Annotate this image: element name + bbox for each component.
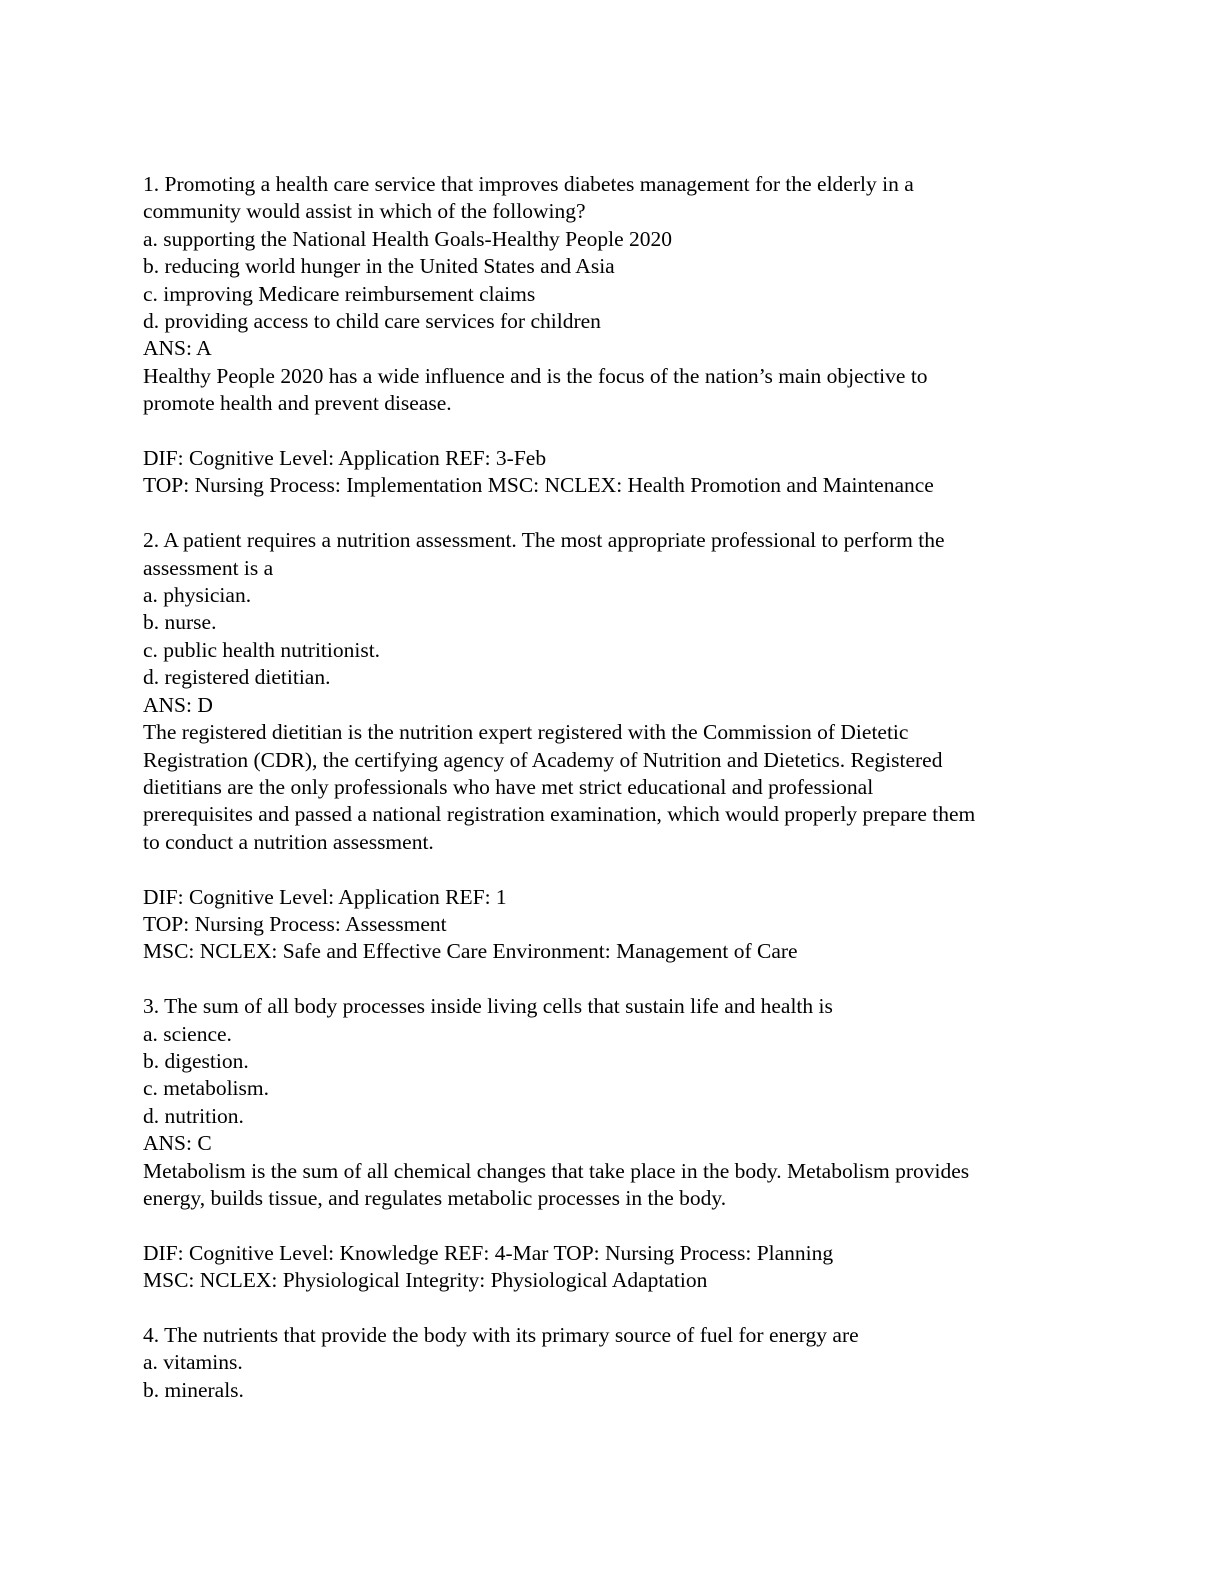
question-1-option-d: d. providing access to child care services for children xyxy=(143,309,601,334)
paragraph-gap xyxy=(143,500,1083,527)
question-1-option-b: b. reducing world hunger in the United States and Asia xyxy=(143,254,615,279)
question-3-option-c: c. metabolism. xyxy=(143,1076,269,1101)
question-2-answer: ANS: D xyxy=(143,692,213,717)
question-3-meta xyxy=(143,1240,1083,1295)
question-1-stem-line-2: community would assist in which of the following? xyxy=(143,199,586,224)
paragraph-gap xyxy=(143,418,1083,445)
question-3-stem: 3. The sum of all body processes inside living cells that sustain life and health is xyxy=(143,994,833,1019)
question-3-option-b: b. digestion. xyxy=(143,1048,249,1073)
question-1-meta xyxy=(143,445,1083,500)
question-1-rationale-line-2: promote health and prevent disease. xyxy=(143,391,452,416)
question-1-meta-line-2: TOP: Nursing Process: Implementation MSC: NCLEX: Health Promotion and Maintenance xyxy=(143,473,934,498)
question-2-rationale-line-1: The registered dietitian is the nutrition expert registered with the Commission of Dietetic xyxy=(143,720,909,745)
question-2-meta-line-2: TOP: Nursing Process: Assessment xyxy=(143,911,447,936)
question-2-meta-line-3: MSC: NCLEX: Safe and Effective Care Environment: Management of Care xyxy=(143,939,798,964)
question-2-stem-line-2: assessment is a xyxy=(143,555,274,580)
question-1-option-c: c. improving Medicare reimbursement claims xyxy=(143,281,536,306)
question-1-meta-line-1: DIF: Cognitive Level: Application REF: 3-Feb xyxy=(143,446,547,471)
question-3-answer: ANS: C xyxy=(143,1131,212,1156)
question-1-option-a: a. supporting the National Health Goals-Healthy People 2020 xyxy=(143,226,673,251)
paragraph-gap xyxy=(143,1212,1083,1239)
question-2-rationale-line-2: Registration (CDR), the certifying agency of Academy of Nutrition and Dietetics. Registered xyxy=(143,747,943,772)
question-3-rationale-line-2: energy, builds tissue, and regulates metabolic processes in the body. xyxy=(143,1185,727,1210)
question-1-answer: ANS: A xyxy=(143,336,212,361)
question-2-option-a: a. physician. xyxy=(143,583,252,608)
question-3-option-a: a. science. xyxy=(143,1021,232,1046)
question-1-block xyxy=(143,171,1083,418)
question-4-block xyxy=(143,1322,1083,1404)
question-1-rationale-line-1: Healthy People 2020 has a wide influence and is the focus of the nation’s main objective to xyxy=(143,363,928,388)
question-4-option-a: a. vitamins. xyxy=(143,1350,243,1375)
question-2-rationale-line-3: dietitians are the only professionals who have met strict educational and professional xyxy=(143,774,874,799)
question-3-block xyxy=(143,993,1083,1212)
question-4-option-b: b. minerals. xyxy=(143,1377,244,1402)
question-1-stem-line-1: 1. Promoting a health care service that improves diabetes management for the elderly in a xyxy=(143,172,914,196)
question-2-stem-line-1: 2. A patient requires a nutrition assessment. The most appropriate professional to perform the xyxy=(143,528,945,553)
question-2-block xyxy=(143,527,1083,856)
question-3-rationale-line-1: Metabolism is the sum of all chemical changes that take place in the body. Metabolism provides xyxy=(143,1158,970,1183)
question-2-option-b: b. nurse. xyxy=(143,610,217,635)
question-3-meta-line-1: DIF: Cognitive Level: Knowledge REF: 4-Mar TOP: Nursing Process: Planning xyxy=(143,1240,834,1265)
question-3-meta-line-2: MSC: NCLEX: Physiological Integrity: Physiological Adaptation xyxy=(143,1268,708,1293)
question-4-stem: 4. The nutrients that provide the body with its primary source of fuel for energy are xyxy=(143,1322,859,1347)
paragraph-gap xyxy=(143,1295,1083,1322)
question-2-option-c: c. public health nutritionist. xyxy=(143,637,381,662)
document-page xyxy=(143,171,1083,1404)
paragraph-gap xyxy=(143,966,1083,993)
question-2-meta-line-1: DIF: Cognitive Level: Application REF: 1 xyxy=(143,884,507,909)
question-2-rationale-line-5: to conduct a nutrition assessment. xyxy=(143,829,434,854)
paragraph-gap xyxy=(143,856,1083,883)
question-2-option-d: d. registered dietitian. xyxy=(143,665,331,690)
question-3-option-d: d. nutrition. xyxy=(143,1103,244,1128)
question-2-rationale-line-4: prerequisites and passed a national registration examination, which would properly prepare them xyxy=(143,802,976,827)
question-2-meta xyxy=(143,884,1083,966)
